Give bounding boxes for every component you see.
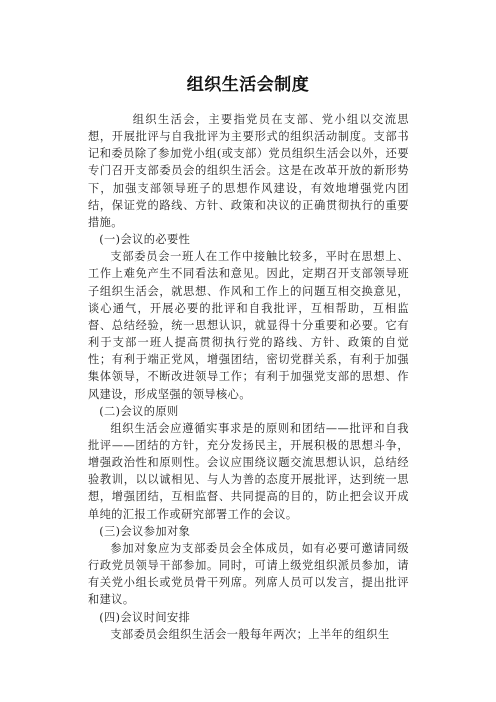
section-heading-necessity: (一)会议的必要性 (99, 233, 191, 247)
section-text-principles: 组织生活会应遵循实事求是的原则和团结——批评和自我批评——团结的方针，充分发扬民主，开展积极的思想斗争，增强政治性和原则性。会议应围绕议题交流思想认识，总结经验教训，以以诚相见、与人为善的态度开展批评，达到统一思想，增强团结，互相监督、共同提高的目的，防止把会议开成单纯的汇报工作或研究部署工作的会议。 (88, 421, 409, 521)
section-heading-participants: (三)会议参加对象 (99, 524, 191, 538)
section-text-participants: 参加对象应为支部委员会全体成员，如有必要可邀请同级行政党员领导干部参加。同时，可请上级党组织派员参加，请有关党小组长或党员骨干列席。列席人员可以发言，提出批评和建议。 (88, 541, 409, 607)
section-heading-principles: (二)会议的原则 (99, 404, 179, 418)
section-heading-schedule: (四)会议时间安排 (99, 610, 191, 624)
document-body (88, 111, 409, 643)
section-text-schedule: 支部委员会组织生活会一般每年两次；上半年的组织生 (110, 627, 390, 641)
intro-paragraph: 组织生活会，主要指党员在支部、党小组以交流思想，开展批评与自我批评为主要形式的组织活动制度。支部书记和委员除了参加党小组(或支部）党员组织生活会以外，还要专门召开支部委员会的组织生活会。这是在改革开放的新形势下，加强支部领导班子的思想作风建设，有效地增强党内团结，保证党的路线、方针、政策和决议的正确贯彻执行的重要措施。 (88, 113, 409, 229)
section-text-necessity: 支部委员会一班人在工作中接触比较多，平时在思想上、工作上难免产生不同看法和意见。因此，定期召开支部领导班子组织生活会，就思想、作风和工作上的问题互相交换意见，谈心通气，开展必要的批评和自我批评，互相帮助，互相监督、总结经验，统一思想认识，就显得十分重要和必要。它有利于支部一班人提高贯彻执行党的路线、方针、政策的自觉性；有利于端正党风，增强团结，密切党群关系，有利于加强集体领导，不断改进领导工作；有利于加强党支部的思想、作风建设，形成坚强的领导核心。 (88, 250, 409, 401)
document-title: 组织生活会制度 (186, 75, 310, 95)
